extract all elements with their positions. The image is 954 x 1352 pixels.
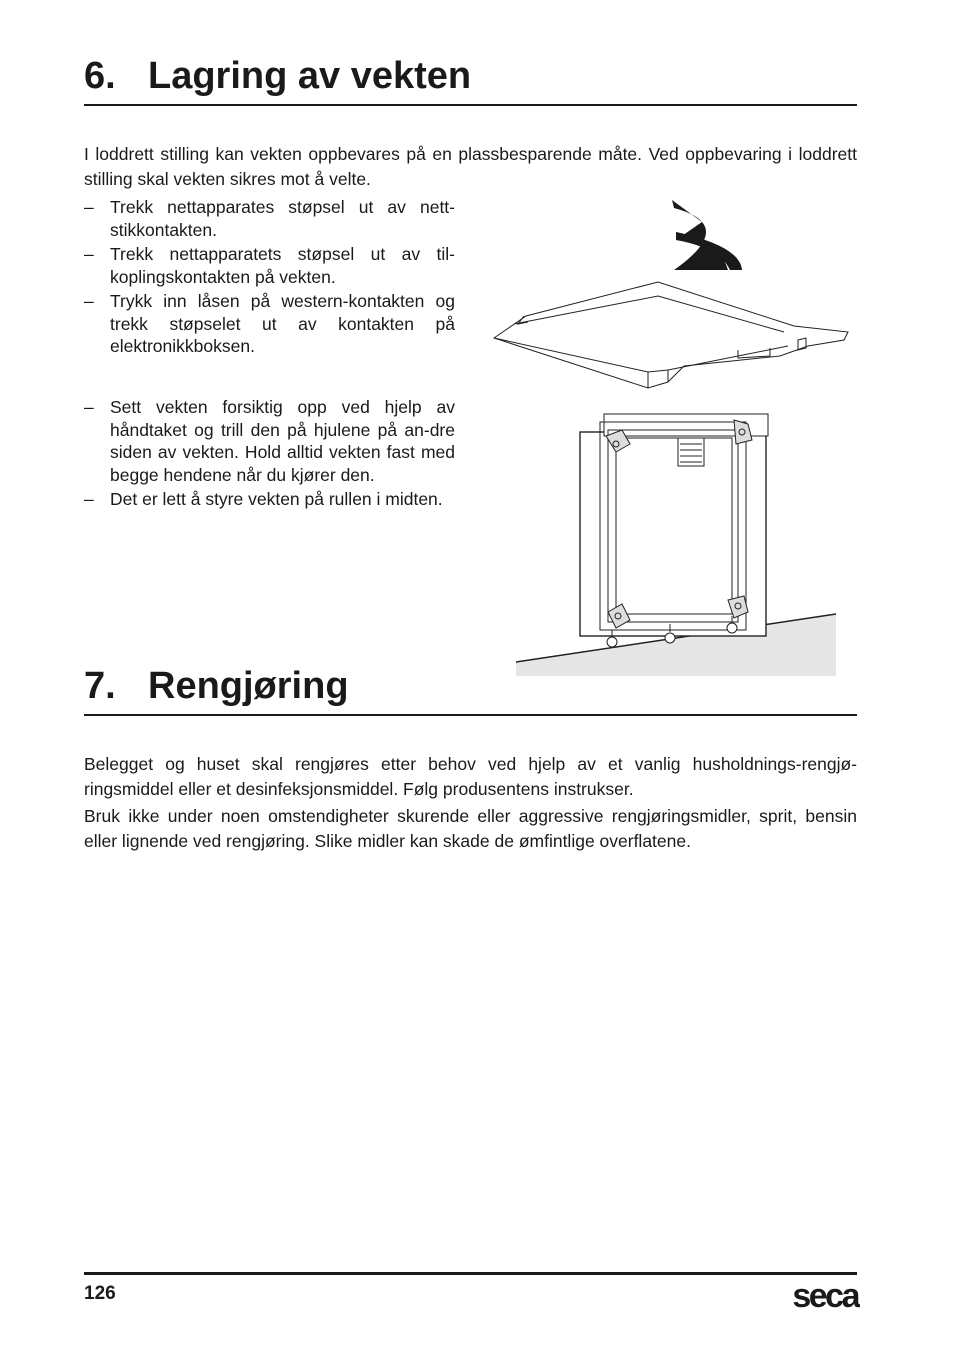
list-item: – Trykk inn låsen på western-kontakten og trekk støpselet ut av kontakten på elektronikkboksen. [84,291,455,356]
steps-list-a [84,196,455,360]
list-item: – Det er lett å styre vekten på rullen i midten. [84,489,443,509]
list-item: – Trekk nettapparates støpsel ut av nett-stikkontakten. [84,197,455,240]
footer-divider [84,1272,857,1275]
seca-logo [776,1276,860,1316]
section-7-paragraph-2: Bruk ikke under noen omstendigheter skurende eller aggressive rengjøringsmidler, sprit, bensin eller lignende ved rengjøring. Slike midler kan skade de ømfintlige overflatene. [84,806,857,851]
scale-tilt-arrow-illustration [488,200,858,390]
steps-list-b [84,396,455,513]
section-6-intro: I loddrett stilling kan vekten oppbevares på en plassbesparende måte. Ved oppbevaring i loddrett stilling skal vekten sikres mot å velte. [84,144,857,189]
section-6-number: 6. [84,55,116,97]
section-6-title: Lagring av vekten [148,55,472,97]
page-number: 126 [84,1283,116,1304]
section-7-heading [84,664,857,716]
list-item: – Trekk nettapparatets støpsel ut av til-koplingskontakten på vekten. [84,244,455,287]
section-7-number: 7. [84,665,116,707]
section-7-paragraph-1: Belegget og huset skal rengjøres etter behov ved hjelp av et vanlig husholdnings-rengjø-ringsmiddel eller et desinfeksjonsmiddel. Følg produsentens instrukser. [84,754,857,799]
section-6-heading [84,54,857,106]
scale-upright-wheels-illustration [512,400,842,676]
list-item: – Sett vekten forsiktig opp ved hjelp av håndtaket og trill den på hjulene på an-dre siden av vekten. Hold alltid vekten fast med begge hendene når du kjører den. [84,397,455,485]
svg-text:seca: seca [792,1277,858,1315]
section-7-title: Rengjøring [148,665,349,707]
